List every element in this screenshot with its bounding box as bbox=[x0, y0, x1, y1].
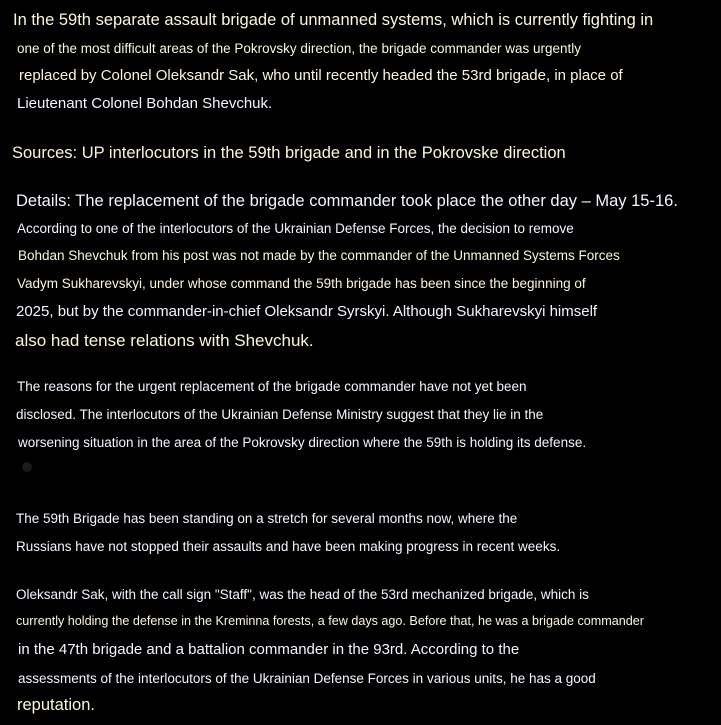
text-line: According to one of the interlocutors of the Ukrainian Defense Forces, the decision to remove bbox=[17, 221, 574, 236]
text-line: In the 59th separate assault brigade of unmanned systems, which is currently fighting in bbox=[13, 11, 654, 29]
text-line: in the 47th brigade and a battalion commander in the 93rd. According to the bbox=[18, 641, 520, 658]
text-line: one of the most difficult areas of the Pokrovsky direction, the brigade commander was urgently bbox=[17, 41, 582, 56]
text-line: replaced by Colonel Oleksandr Sak, who until recently headed the 53rd brigade, in place of bbox=[19, 67, 623, 84]
text-line: Bohdan Shevchuk from his post was not made by the commander of the Unmanned Systems Forces bbox=[18, 248, 620, 263]
sources-line: Sources: UP interlocutors in the 59th brigade and in the Pokrovske direction bbox=[12, 144, 566, 162]
text-line: disclosed. The interlocutors of the Ukrainian Defense Ministry suggest that they lie in the bbox=[16, 407, 544, 422]
text-line: 2025, but by the commander-in-chief Oleksandr Syrskyi. Although Sukharevskyi himself bbox=[16, 303, 598, 320]
text-line: The reasons for the urgent replacement of the brigade commander have not yet been bbox=[17, 379, 527, 394]
text-line: worsening situation in the area of the Pokrovsky direction where the 59th is holding its defense. bbox=[18, 435, 587, 450]
text-line: Vadym Sukharevskyi, under whose command the 59th brigade has been since the beginning of bbox=[17, 276, 586, 291]
text-line: assessments of the interlocutors of the Ukrainian Defense Forces in various units, he has a good bbox=[18, 671, 596, 686]
text-line: Lieutenant Colonel Bohdan Shevchuk. bbox=[17, 95, 273, 112]
details-line: Details: The replacement of the brigade commander took place the other day – May 15-16. bbox=[16, 192, 678, 210]
artifact-dot bbox=[22, 462, 32, 472]
text-line: The 59th Brigade has been standing on a stretch for several months now, where the bbox=[16, 511, 518, 526]
text-line: Oleksandr Sak, with the call sign "Staff", was the head of the 53rd mechanized brigade, which is bbox=[16, 587, 589, 602]
text-line: currently holding the defense in the Kreminna forests, a few days ago. Before that, he was a brigade commander bbox=[16, 614, 644, 628]
text-line: Russians have not stopped their assaults and have been making progress in recent weeks. bbox=[16, 539, 561, 554]
text-line: also had tense relations with Shevchuk. bbox=[15, 331, 314, 350]
text-line: reputation. bbox=[17, 696, 95, 714]
